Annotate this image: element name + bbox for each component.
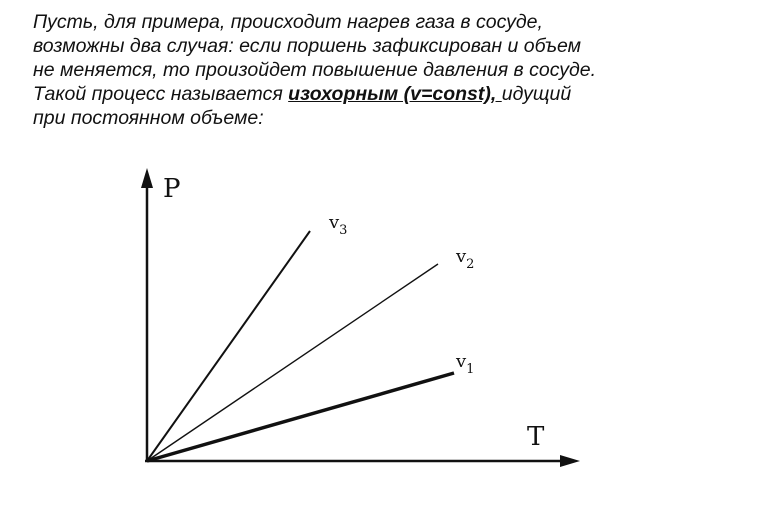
- text-line-3: не меняется, то произойдет повышение давления в сосуде.: [33, 59, 597, 81]
- text-line-4-suffix: идущий: [501, 83, 572, 105]
- x-axis-label: T: [527, 422, 545, 452]
- line-label-v3-subscript: 3: [339, 223, 348, 238]
- isochoric-term: изохорным (v=const),: [288, 83, 502, 105]
- text-line-2: возможны два случая: если поршень зафиксирован и объем: [33, 35, 582, 57]
- isochore-line-v3: [147, 231, 310, 461]
- line-label-v1: [455, 351, 474, 377]
- line-label-v2-letter: v: [456, 246, 467, 267]
- line-label-v1-subscript: 1: [466, 362, 475, 377]
- text-line-5: при постоянном объеме:: [33, 107, 264, 129]
- y-axis-label: P: [163, 174, 181, 204]
- isochore-line-v2: [147, 264, 438, 461]
- line-label-v1-letter: v: [456, 351, 467, 372]
- line-label-v3: [328, 212, 347, 238]
- line-label-v2: [455, 246, 474, 272]
- isochore-line-v1: [147, 373, 454, 461]
- y-axis-arrowhead: [141, 168, 153, 188]
- text-line-1: Пусть, для примера, происходит нагрев газа в сосуде,: [33, 11, 543, 33]
- line-label-v3-letter: v: [329, 212, 340, 233]
- x-axis-arrowhead: [560, 455, 580, 467]
- line-label-v2-subscript: 2: [466, 257, 475, 272]
- text-line-4-prefix: Такой процесс называется: [33, 83, 289, 105]
